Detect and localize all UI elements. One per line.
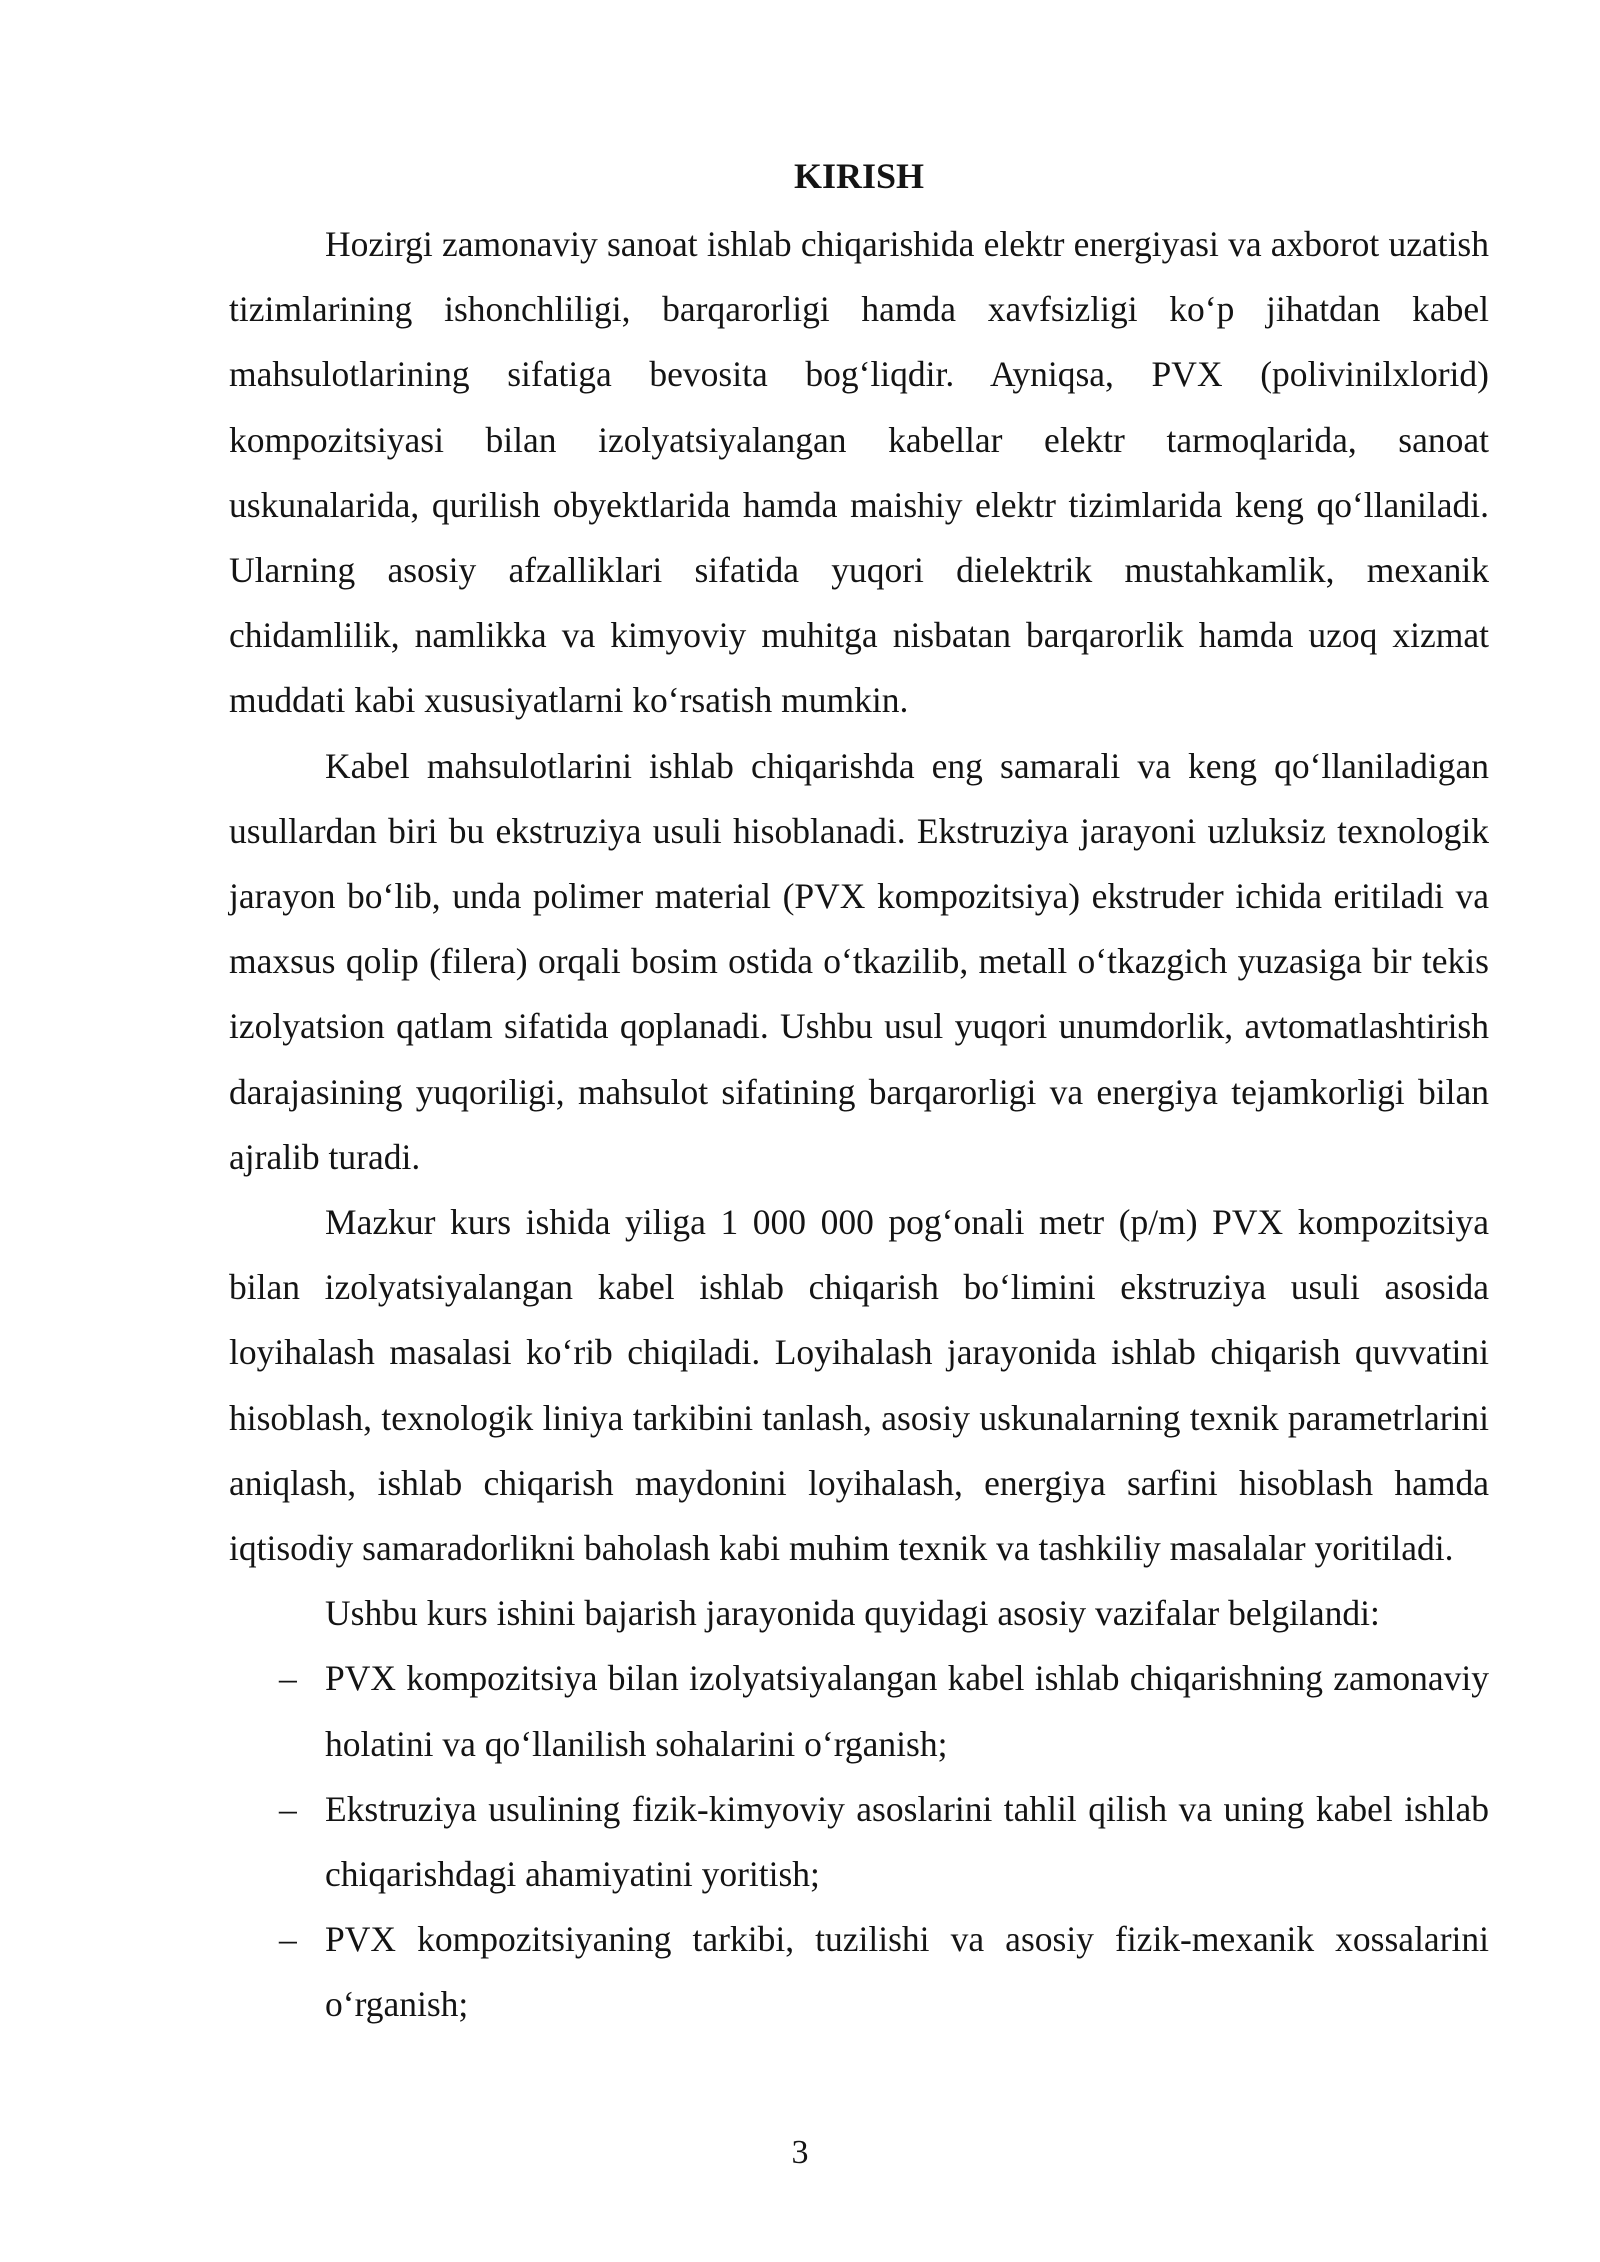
page-number: 3 xyxy=(791,2134,809,2171)
task-list xyxy=(229,1646,1489,2037)
page-content xyxy=(229,150,1489,2038)
list-item xyxy=(229,1646,1489,1776)
paragraph-2: Kabel mahsulotlarini ishlab chiqarishda eng samarali va keng qo‘llaniladigan usullardan biri bu ekstruziya usuli hisoblanadi. Ekstruziya jarayoni uzluksiz texnologik jarayon bo‘lib, unda polimer material (PVX kompozitsiya) ekstruder ichida eritiladi va maxsus qolip (filera) orqali bosim ostida o‘tkazilib, metall o‘tkazgich yuzasiga bir tekis izolyatsion qatlam sifatida qoplanadi. Ushbu usul yuqori unumdorlik, avtomatlashtirish darajasining yuqoriligi, mahsulot sifatining barqarorligi va energiya tejamkorligi bilan ajralib turadi. xyxy=(229,745,1489,1177)
list-item xyxy=(229,1907,1489,2037)
page-title: KIRISH xyxy=(793,156,925,196)
paragraph-4: Ushbu kurs ishini bajarish jarayonida quyidagi asosiy vazifalar belgilandi: xyxy=(325,1593,1380,1634)
list-dash: – xyxy=(279,1658,297,1699)
list-dash: – xyxy=(279,1788,297,1829)
list-item xyxy=(229,1777,1489,1907)
list-item-text: PVX kompozitsiya bilan izolyatsiyalangan kabel ishlab chiqarishning zamonaviy holatini va qo‘llanilish sohalarini o‘rganish; xyxy=(325,1658,1489,1764)
paragraph-1: Hozirgi zamonaviy sanoat ishlab chiqarishida elektr energiyasi va axborot uzatish tizimlarining ishonchliligi, barqarorligi hamda xavfsizligi ko‘p jihatdan kabel mahsulotlarining sifatiga bevosita bog‘liqdir. Ayniqsa, PVX (polivinilxlorid) kompozitsiyasi bilan izolyatsiyalangan kabellar elektr tarmoqlarida, sanoat uskunalarida, qurilish obyektlarida hamda maishiy elektr tizimlarida keng qo‘llaniladi. Ularning asosiy afzalliklari sifatida yuqori dielektrik mustahkamlik, mexanik chidamlilik, namlikka va kimyoviy muhitga nisbatan barqarorlik hamda uzoq xizmat muddati kabi xususiyatlarni ko‘rsatish mumkin. xyxy=(229,224,1489,721)
paragraph-3: Mazkur kurs ishida yiliga 1 000 000 pog‘onali metr (p/m) PVX kompozitsiya bilan izolyatsiyalangan kabel ishlab chiqarish bo‘limini ekstruziya usuli asosida loyihalash masalasi ko‘rib chiqiladi. Loyihalash jarayonida ishlab chiqarish quvvatini hisoblash, texnologik liniya tarkibini tanlash, asosiy uskunalarning texnik parametrlarini aniqlash, ishlab chiqarish maydonini loyihalash, energiya sarfini hisoblash hamda iqtisodiy samaradorlikni baholash kabi muhim texnik va tashkiliy masalalar yoritiladi. xyxy=(229,1202,1489,1569)
list-dash: – xyxy=(279,1919,297,1960)
list-item-text: PVX kompozitsiyaning tarkibi, tuzilishi va asosiy fizik-mexanik xossalarini o‘rganish; xyxy=(325,1919,1489,2025)
list-item-text: Ekstruziya usulining fizik-kimyoviy asoslarini tahlil qilish va uning kabel ishlab chiqarishdagi ahamiyatini yoritish; xyxy=(325,1788,1489,1895)
